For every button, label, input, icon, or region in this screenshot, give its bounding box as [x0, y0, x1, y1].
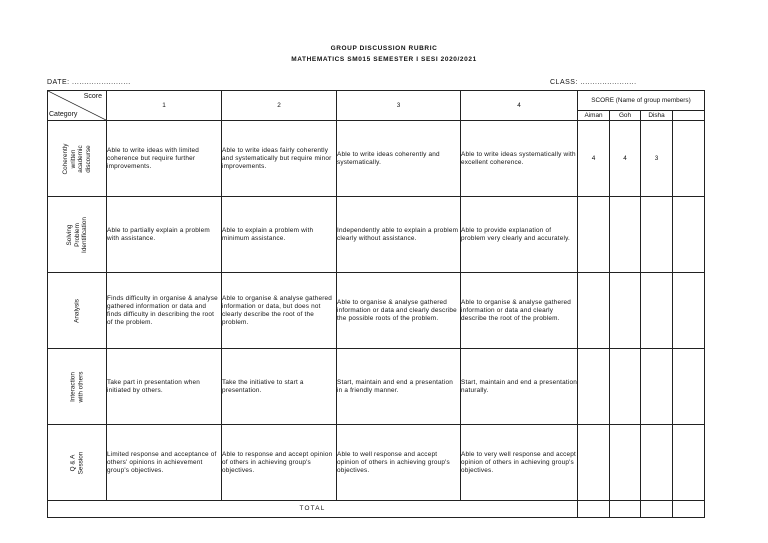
category-label-line: discourse	[84, 144, 92, 173]
date-field: DATE: ........................	[47, 79, 131, 86]
score-cell[interactable]	[610, 197, 641, 273]
descriptor-level-3: Able to write ideas coherently and systematically.	[337, 121, 461, 197]
rubric-row	[48, 273, 705, 349]
rubric-row	[48, 197, 705, 273]
score-cell[interactable]	[610, 425, 641, 501]
descriptor-level-4: Able to organise & analyse gathered information or data and clearly describe the root of the problem.	[461, 273, 578, 349]
category-label	[73, 299, 81, 323]
descriptor-level-3: Able to organise & analyse gathered information or data and clearly describe the possible roots of the problem.	[337, 273, 461, 349]
descriptor-level-2: Take the initiative to start a presentation.	[222, 349, 337, 425]
descriptor-level-1: Limited response and acceptance of others' opinions in achievement group's objectives.	[107, 425, 222, 501]
descriptor-level-2: Able to write ideas fairly coherently and systematically but require minor improvements.	[222, 121, 337, 197]
total-label: TOTAL	[48, 501, 578, 518]
category-label-line: with others	[77, 371, 84, 402]
category-label-line: Coherently	[62, 143, 69, 174]
score-cell[interactable]	[673, 197, 705, 273]
category-label-line: Session	[77, 451, 84, 474]
category-label-line: Problem	[73, 222, 81, 247]
total-cell	[610, 501, 641, 518]
score-cell[interactable]	[578, 273, 610, 349]
rubric-title: GROUP DISCUSSION RUBRIC	[330, 45, 438, 52]
descriptor-level-2: Able to explain a problem with minimum assistance.	[222, 197, 337, 273]
total-cell	[578, 501, 610, 518]
score-cell[interactable]: 4	[610, 121, 641, 197]
score-cell[interactable]: 4	[578, 121, 610, 197]
category-label	[62, 143, 92, 174]
score-cell[interactable]	[578, 349, 610, 425]
rubric-row	[48, 121, 705, 197]
category-cell	[48, 273, 107, 349]
level-header-1: 1	[107, 91, 222, 121]
score-cell[interactable]	[610, 349, 641, 425]
descriptor-level-2: Able to response and accept opinion of others in achieving group's objectives.	[222, 425, 337, 501]
score-cell[interactable]	[673, 349, 705, 425]
total-cell	[641, 501, 673, 518]
class-field: CLASS: .......................	[550, 79, 637, 86]
header-corner	[48, 91, 107, 121]
descriptor-level-4: Able to very well response and accept opinion of others in achieving group's objectives.	[461, 425, 578, 501]
score-cell[interactable]	[641, 197, 673, 273]
member-name	[673, 111, 705, 121]
level-header-2: 2	[222, 91, 337, 121]
rubric-row	[48, 349, 705, 425]
level-header-3: 3	[337, 91, 461, 121]
descriptor-level-3: Start, maintain and end a presentation in a friendly manner.	[337, 349, 461, 425]
score-cell[interactable]	[673, 273, 705, 349]
descriptor-level-1: Take part in presentation when initiated by others.	[107, 349, 222, 425]
category-label-line: Interaction	[69, 371, 77, 402]
descriptor-level-1: Able to write ideas with limited coherence but require further improvements.	[107, 121, 222, 197]
descriptor-level-1: Able to partially explain a problem with assistance.	[107, 197, 222, 273]
member-name: Aiman	[578, 111, 610, 121]
category-cell	[48, 349, 107, 425]
score-cell[interactable]	[578, 425, 610, 501]
score-axis-label: Score	[83, 93, 102, 100]
category-label-line: Q & A	[69, 454, 77, 471]
descriptor-level-3: Able to well response and accept opinion of others in achieving group's objectives.	[337, 425, 461, 501]
descriptor-level-1: Finds difficulty in organise & analyse gathered information or data and finds difficulty in describing the root of the problem.	[107, 273, 222, 349]
score-cell[interactable]	[641, 273, 673, 349]
category-cell	[48, 425, 107, 501]
score-cell[interactable]	[673, 425, 705, 501]
member-name: Disha	[641, 111, 673, 121]
score-cell[interactable]: 3	[641, 121, 673, 197]
descriptor-level-4: Able to write ideas systematically with excellent coherence.	[461, 121, 578, 197]
level-header-4: 4	[461, 91, 578, 121]
category-label	[66, 217, 89, 253]
score-cell[interactable]	[610, 273, 641, 349]
rubric-row	[48, 425, 705, 501]
category-label	[70, 451, 85, 474]
member-name: Goh	[610, 111, 641, 121]
category-cell	[48, 197, 107, 273]
category-label-line: academic	[77, 144, 84, 173]
category-label-line: Solving	[65, 224, 73, 245]
score-cell[interactable]	[578, 197, 610, 273]
rubric-table	[47, 90, 705, 518]
category-label-line: written	[69, 149, 77, 168]
category-label	[70, 371, 85, 402]
category-label-line: Identification	[80, 216, 88, 253]
total-cell	[673, 501, 705, 518]
score-cell[interactable]	[641, 425, 673, 501]
descriptor-level-4: Able to provide explanation of problem very clearly and accurately.	[461, 197, 578, 273]
descriptor-level-2: Able to organise & analyse gathered information or data, but does not clearly describe the root of the problem.	[222, 273, 337, 349]
score-cell[interactable]	[673, 121, 705, 197]
score-group-header: SCORE (Name of group members)	[578, 91, 705, 111]
score-cell[interactable]	[641, 349, 673, 425]
descriptor-level-3: Independently able to explain a problem clearly without assistance.	[337, 197, 461, 273]
category-label-line: Analysis	[73, 298, 81, 323]
rubric-subtitle: MATHEMATICS SM015 SEMESTER I SESI 2020/2021	[291, 56, 477, 63]
descriptor-level-4: Start, maintain and end a presentation naturally.	[461, 349, 578, 425]
category-axis-label: Category	[49, 111, 78, 118]
category-cell	[48, 121, 107, 197]
